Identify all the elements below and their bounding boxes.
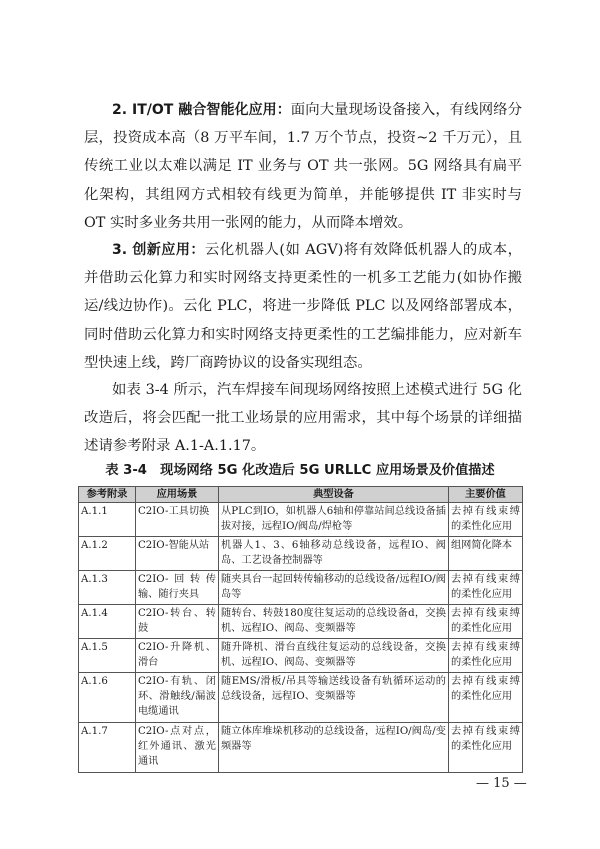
cell-value: 去掉有线束缚的柔性化应用 (449, 723, 523, 773)
scenario-table (78, 486, 523, 773)
cell-scenario: C2IO-智能从站 (136, 537, 219, 571)
cell-scenario: C2IO-点对点，红外通讯、激光通讯 (136, 723, 219, 773)
header-scenario: 应用场景 (136, 487, 219, 503)
paragraph-text: 面向大量现场设备接入，有线网络分层，投资成本高（8 万平车间，1.7 万个节点，投资~2 千万元），且传统工业以太难以满足 IT 业务与 OT 共一张网。5G 网络具有扁平化架构，其组网方式相较有线更为简单，并能够提供 IT 非实时与 OT 实时多业务共用一张网的能力，从而降本增效。 (84, 102, 522, 231)
cell-scenario: C2IO-有轨、闭环、滑触线/漏波电缆通讯 (136, 673, 219, 723)
cell-appendix: A.1.5 (79, 639, 136, 673)
cell-device: 随EMS/滑板/吊具等输送线设备有轨循环运动的总线设备，远程IO、变频器等 (219, 673, 449, 723)
cell-scenario: C2IO-转台、转鼓 (136, 605, 219, 639)
cell-scenario: C2IO-回转传输、随行夹具 (136, 571, 219, 605)
table-row (79, 503, 523, 537)
paragraph-table-intro (84, 376, 522, 461)
page-number: — 15 — (476, 776, 527, 791)
cell-device: 随立体库堆垛机移动的总线设备，远程IO/阀岛/变频器等 (219, 723, 449, 773)
paragraph-text: 如表 3-4 所示，汽车焊接车间现场网络按照上述模式进行 5G 化改造后，将会匹配一批工业场景的应用需求，其中每个场景的详细描述请参考附录 A.1-A.1.17。 (84, 382, 522, 455)
cell-device: 随升降机、滑台直线往复运动的总线设备，交换机、远程IO、阀岛、变频器等 (219, 639, 449, 673)
cell-scenario: C2IO-工具切换 (136, 503, 219, 537)
cell-appendix: A.1.1 (79, 503, 136, 537)
cell-scenario: C2IO-升降机、滑台 (136, 639, 219, 673)
table-header-row (79, 487, 523, 503)
header-device: 典型设备 (219, 487, 449, 503)
paragraph-lead: 2. IT/OT 融合智能化应用： (112, 102, 291, 118)
cell-value: 组网简化降本 (449, 537, 523, 571)
cell-appendix: A.1.6 (79, 673, 136, 723)
cell-value: 去掉有线束缚的柔性化应用 (449, 639, 523, 673)
table-row (79, 571, 523, 605)
cell-device: 随转台、转鼓180度往复运动的总线设备d，交换机、远程IO、阀岛、变频器等 (219, 605, 449, 639)
paragraph-text: 云化机器人(如 AGV)将有效降低机器人的成本，并借助云化算力和实时网络支持更柔性的一机多工艺能力(如协作搬运/线边协作)。云化 PLC，将进一步降低 PLC 以及网络部署成本，同时借助云化算力和实时网络支持更柔性的工艺编排能力，应对新车型快速上线，跨厂商跨协议的设备实现组态。 (84, 242, 522, 371)
table-title: 表 3-4 现场网络 5G 化改造后 5G URLLC 应用场景及价值描述 (105, 463, 495, 478)
cell-device: 机器人1、3、6轴移动总线设备，远程IO、阀岛、工艺设备控制器等 (219, 537, 449, 571)
cell-value: 去掉有线束缚的柔性化应用 (449, 503, 523, 537)
table-row (79, 537, 523, 571)
table-row (79, 605, 523, 639)
cell-appendix: A.1.3 (79, 571, 136, 605)
cell-appendix: A.1.2 (79, 537, 136, 571)
header-value: 主要价值 (449, 487, 523, 503)
cell-value: 去掉有线束缚的柔性化应用 (449, 571, 523, 605)
paragraph-innovation (84, 236, 522, 377)
paragraph-lead: 3. 创新应用： (112, 242, 205, 258)
cell-device: 从PLC到IO，如机器人6轴和停靠站间总线设备插拔对接，远程IO/阀岛/焊枪等 (219, 503, 449, 537)
table-row (79, 723, 523, 773)
cell-appendix: A.1.7 (79, 723, 136, 773)
header-appendix: 参考附录 (79, 487, 136, 503)
cell-device: 随夹具台一起回转传输移动的总线设备/远程IO/阀岛等 (219, 571, 449, 605)
cell-value: 去掉有线束缚的柔性化应用 (449, 673, 523, 723)
cell-value: 去掉有线束缚的柔性化应用 (449, 605, 523, 639)
paragraph-it-ot (84, 96, 522, 237)
table-row (79, 673, 523, 723)
cell-appendix: A.1.4 (79, 605, 136, 639)
table-row (79, 639, 523, 673)
